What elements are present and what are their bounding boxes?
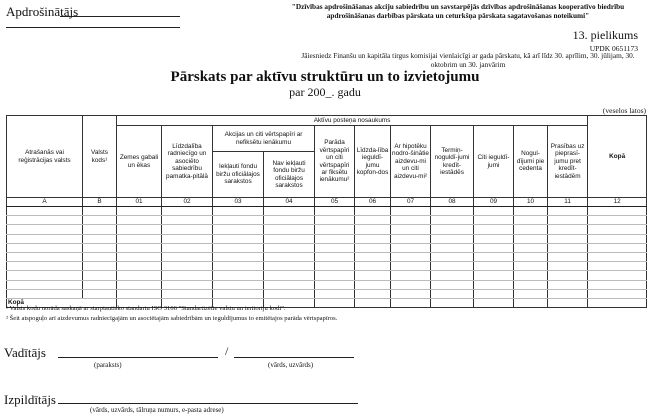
total-cell[interactable]: [431, 298, 474, 307]
executor-caption: (vārds, uzvārds, tālruņa numurs, e-pasta adrese): [90, 406, 224, 414]
col-header-demand-claims: Prasības uz pieprasī-jumu pret kredīt-iestādēm: [548, 126, 588, 198]
table-row: [7, 252, 647, 261]
table-cell[interactable]: [391, 207, 431, 216]
table-cell[interactable]: [548, 234, 588, 243]
col-header-region: Atrašanās vai reģistrācijas valsts: [7, 116, 83, 198]
table-cell[interactable]: [83, 207, 117, 216]
table-cell[interactable]: [83, 252, 117, 261]
table-cell[interactable]: [83, 262, 117, 271]
column-number: 11: [548, 198, 588, 207]
table-cell[interactable]: [548, 271, 588, 280]
table-cell[interactable]: [117, 262, 162, 271]
table-cell[interactable]: [391, 271, 431, 280]
col-header-other-investments: Citi ieguldī-jumi: [474, 126, 514, 198]
signature-caption: (paraksts): [94, 361, 122, 369]
regulation-reference: "Dzīvības apdrošināšanas akciju sabiedrību un savstarpējās dzīvības apdrošināšanas kooperatīvo biedrību apdrošināšanas darbības pārskata un ceturkšņa pārskata sagatavošanas noteikumi": [291, 2, 625, 20]
col-header-mortgage-loans: Ar hipotēku nodro-šinātie aizdevu-mi un citi aizdevu-mi²: [391, 126, 431, 198]
table-cell[interactable]: [213, 262, 264, 271]
table-cell[interactable]: [431, 271, 474, 280]
table-cell[interactable]: [588, 289, 647, 298]
table-cell[interactable]: [548, 207, 588, 216]
name-caption: (vārds, uzvārds): [268, 361, 314, 369]
table-cell[interactable]: [474, 271, 514, 280]
table-cell[interactable]: [213, 234, 264, 243]
table-cell[interactable]: [83, 216, 117, 225]
table-cell[interactable]: [431, 262, 474, 271]
table-cell[interactable]: [162, 216, 213, 225]
table-cell[interactable]: [213, 207, 264, 216]
table-cell[interactable]: [588, 262, 647, 271]
table-cell[interactable]: [117, 207, 162, 216]
table-cell[interactable]: [514, 243, 548, 252]
table-cell[interactable]: [264, 262, 315, 271]
table-cell[interactable]: [7, 271, 83, 280]
table-cell[interactable]: [474, 216, 514, 225]
table-cell[interactable]: [83, 225, 117, 234]
table-cell[interactable]: [315, 216, 355, 225]
col-header-total: Kopā: [588, 116, 647, 198]
table-cell[interactable]: [431, 225, 474, 234]
table-cell[interactable]: [7, 262, 83, 271]
col-header-asset-group: Aktīvu posteņa nosaukums: [117, 116, 588, 126]
page-title: Pārskats par aktīvu struktūru un to izvietojumu: [170, 69, 480, 85]
table-cell[interactable]: [213, 280, 264, 289]
table-cell[interactable]: [548, 252, 588, 261]
table-cell[interactable]: [117, 252, 162, 261]
table-cell[interactable]: [514, 234, 548, 243]
table-cell[interactable]: [264, 207, 315, 216]
table-cell[interactable]: [548, 280, 588, 289]
signature-line[interactable]: [58, 357, 218, 358]
table-row: [7, 243, 647, 252]
footnote-1: ¹ Valsts kodu norāda saskaņā ar starptautisko standartu ISO 3166 "Standartizētie valstu un teritoriju kodi".: [6, 305, 286, 312]
column-number: 07: [391, 198, 431, 207]
total-cell[interactable]: [588, 298, 647, 307]
table-cell[interactable]: [431, 252, 474, 261]
table-cell[interactable]: [315, 207, 355, 216]
table-cell[interactable]: [391, 252, 431, 261]
table-cell[interactable]: [7, 234, 83, 243]
executor-label: Izpildītājs: [4, 392, 56, 407]
table-cell[interactable]: [514, 280, 548, 289]
table-cell[interactable]: [213, 289, 264, 298]
annex-number: 13. pielikums: [572, 28, 638, 42]
table-cell[interactable]: [7, 216, 83, 225]
table-cell[interactable]: [588, 252, 647, 261]
column-number: B: [83, 198, 117, 207]
table-cell[interactable]: [117, 289, 162, 298]
column-number: 04: [264, 198, 315, 207]
table-cell[interactable]: [117, 280, 162, 289]
table-cell[interactable]: [264, 216, 315, 225]
currency-note: (veselos latos): [602, 106, 646, 115]
table-cell[interactable]: [264, 252, 315, 261]
table-cell[interactable]: [162, 225, 213, 234]
table-cell[interactable]: [548, 289, 588, 298]
table-cell[interactable]: [83, 243, 117, 252]
table-cell[interactable]: [514, 252, 548, 261]
table-cell[interactable]: [315, 289, 355, 298]
table-cell[interactable]: [355, 234, 391, 243]
total-cell[interactable]: [315, 298, 355, 307]
table-cell[interactable]: [588, 271, 647, 280]
table-cell[interactable]: [117, 243, 162, 252]
table-row: [7, 225, 647, 234]
table-cell[interactable]: [391, 262, 431, 271]
table-cell[interactable]: [474, 207, 514, 216]
column-number: 09: [474, 198, 514, 207]
column-number-row: [7, 198, 647, 207]
table-cell[interactable]: [588, 225, 647, 234]
table-cell[interactable]: [162, 262, 213, 271]
column-number: 05: [315, 198, 355, 207]
table-cell[interactable]: [588, 243, 647, 252]
table-cell[interactable]: [7, 289, 83, 298]
table-cell[interactable]: [474, 280, 514, 289]
form-code: UPDK 0651173: [589, 44, 638, 53]
column-number: 06: [355, 198, 391, 207]
table-cell[interactable]: [7, 280, 83, 289]
table-cell[interactable]: [514, 289, 548, 298]
table-cell[interactable]: [431, 216, 474, 225]
col-header-not-listed: Nav iekļauti fondu biržu oficiālajos sarakstos: [264, 152, 315, 198]
table-cell[interactable]: [213, 271, 264, 280]
footnote-2: ² Šeit atspoguļo arī aizdevumus radniecīgajām un asociētajām sabiedrībām un ieguldījumus to emitētajos parāda vērtspapīros.: [6, 315, 338, 322]
total-label: Kopā: [7, 298, 117, 307]
table-cell[interactable]: [588, 216, 647, 225]
table-cell[interactable]: [162, 243, 213, 252]
table-cell[interactable]: [264, 289, 315, 298]
table-cell[interactable]: [264, 225, 315, 234]
table-cell[interactable]: [162, 271, 213, 280]
executor-line[interactable]: [58, 403, 358, 404]
table-cell[interactable]: [514, 225, 548, 234]
table-cell[interactable]: [431, 234, 474, 243]
table-cell[interactable]: [162, 234, 213, 243]
table-cell[interactable]: [83, 280, 117, 289]
asset-structure-table: [6, 115, 647, 308]
table-cell[interactable]: [315, 280, 355, 289]
name-line[interactable]: [234, 357, 354, 358]
table-cell[interactable]: [264, 280, 315, 289]
column-number: 01: [117, 198, 162, 207]
column-number: 12: [588, 198, 647, 207]
table-cell[interactable]: [315, 262, 355, 271]
table-cell[interactable]: [355, 207, 391, 216]
table-cell[interactable]: [117, 216, 162, 225]
table-cell[interactable]: [355, 216, 391, 225]
table-cell[interactable]: [391, 216, 431, 225]
table-cell[interactable]: [7, 207, 83, 216]
table-cell[interactable]: [548, 243, 588, 252]
table-cell[interactable]: [355, 262, 391, 271]
table-cell[interactable]: [474, 243, 514, 252]
table-cell[interactable]: [431, 289, 474, 298]
table-cell[interactable]: [588, 207, 647, 216]
table-cell[interactable]: [355, 271, 391, 280]
table-cell[interactable]: [162, 207, 213, 216]
table-cell[interactable]: [213, 216, 264, 225]
table-cell[interactable]: [548, 262, 588, 271]
table-row: [7, 216, 647, 225]
col-header-listed: Iekļauti fondu biržu oficiālajos sarakstos: [213, 152, 264, 198]
table-row: [7, 234, 647, 243]
table-cell[interactable]: [264, 243, 315, 252]
table-cell[interactable]: [391, 289, 431, 298]
table-cell[interactable]: [431, 207, 474, 216]
table-cell[interactable]: [315, 271, 355, 280]
table-cell[interactable]: [391, 234, 431, 243]
table-cell[interactable]: [355, 289, 391, 298]
table-cell[interactable]: [474, 225, 514, 234]
table-cell[interactable]: [117, 234, 162, 243]
table-cell[interactable]: [162, 280, 213, 289]
table-cell[interactable]: [514, 216, 548, 225]
col-header-land: Zemes gabali un ēkas: [117, 126, 162, 198]
table-cell[interactable]: [83, 271, 117, 280]
table-cell[interactable]: [514, 207, 548, 216]
table-cell[interactable]: [7, 252, 83, 261]
table-row: [7, 271, 647, 280]
table-cell[interactable]: [213, 252, 264, 261]
col-header-participation: Līdzdalība radniecīgo un asociēto sabiedrību pamatka-pitālā: [162, 126, 213, 198]
table-cell[interactable]: [514, 262, 548, 271]
table-row: [7, 262, 647, 271]
table-cell[interactable]: [355, 280, 391, 289]
table-cell[interactable]: [431, 243, 474, 252]
table-cell[interactable]: [355, 252, 391, 261]
column-number: 10: [514, 198, 548, 207]
data-rows: [7, 207, 647, 299]
table-cell[interactable]: [315, 234, 355, 243]
table-cell[interactable]: [117, 225, 162, 234]
table-cell[interactable]: [83, 289, 117, 298]
total-cell[interactable]: [355, 298, 391, 307]
total-cell[interactable]: [391, 298, 431, 307]
report-year: par 200_. gadu: [289, 85, 361, 99]
table-cell[interactable]: [355, 225, 391, 234]
table-cell[interactable]: [315, 225, 355, 234]
table-cell[interactable]: [474, 262, 514, 271]
table-row: [7, 280, 647, 289]
total-cell[interactable]: [514, 298, 548, 307]
table-cell[interactable]: [162, 289, 213, 298]
col-header-investment-funds: Līdzda-lība ieguldī-jumu kopfon-dos: [355, 126, 391, 198]
col-header-country-code: Valsts kods¹: [83, 116, 117, 198]
column-number: 08: [431, 198, 474, 207]
table-cell[interactable]: [588, 234, 647, 243]
column-number: 03: [213, 198, 264, 207]
column-number: A: [7, 198, 83, 207]
table-cell[interactable]: [431, 280, 474, 289]
separator-slash: /: [225, 344, 229, 358]
table-cell[interactable]: [7, 243, 83, 252]
table-cell[interactable]: [514, 271, 548, 280]
table-cell[interactable]: [117, 271, 162, 280]
col-header-debt-securities: Parāda vērtspapīri un citi vērtspapīri ar fiksētu ienākumu²: [315, 126, 355, 198]
table-cell[interactable]: [548, 225, 588, 234]
total-cell[interactable]: [474, 298, 514, 307]
total-cell[interactable]: [548, 298, 588, 307]
table-cell[interactable]: [315, 252, 355, 261]
insurer-input-line[interactable]: [60, 16, 180, 17]
table-cell[interactable]: [162, 252, 213, 261]
table-cell[interactable]: [83, 234, 117, 243]
table-cell[interactable]: [355, 243, 391, 252]
table-cell[interactable]: [391, 243, 431, 252]
table-cell[interactable]: [588, 280, 647, 289]
table-cell[interactable]: [264, 271, 315, 280]
table-cell[interactable]: [548, 216, 588, 225]
table-row: [7, 289, 647, 298]
table-cell[interactable]: [213, 243, 264, 252]
table-cell[interactable]: [391, 280, 431, 289]
col-header-shares-group: Akcijas un citi vērtspapīri ar nefiksētu ienākumu: [213, 126, 315, 152]
insurer-input-line-2[interactable]: [6, 27, 180, 28]
table-cell[interactable]: [474, 234, 514, 243]
table-cell[interactable]: [213, 225, 264, 234]
table-cell[interactable]: [474, 289, 514, 298]
submission-deadline: Jāiesniedz Finanšu un kapitāla tirgus komisijai vienlaicīgi ar gada pārskatu, kā arī līdz 30. aprīlim, 30. jūlijam, 30. oktobrim un 30. janvārim: [301, 51, 635, 69]
col-header-cedent-deposits: Nogul-dījumi pie cedenta: [514, 126, 548, 198]
head-label: Vadītājs: [4, 345, 46, 360]
col-header-term-deposits: Termiņ-noguldī-jumi kredīt-iestādēs: [431, 126, 474, 198]
table-cell[interactable]: [264, 234, 315, 243]
table-cell[interactable]: [474, 252, 514, 261]
insurer-label: Apdrošinātājs: [6, 4, 79, 19]
table-cell[interactable]: [7, 225, 83, 234]
table-row: [7, 207, 647, 216]
table-cell[interactable]: [391, 225, 431, 234]
column-number: 02: [162, 198, 213, 207]
table-cell[interactable]: [315, 243, 355, 252]
